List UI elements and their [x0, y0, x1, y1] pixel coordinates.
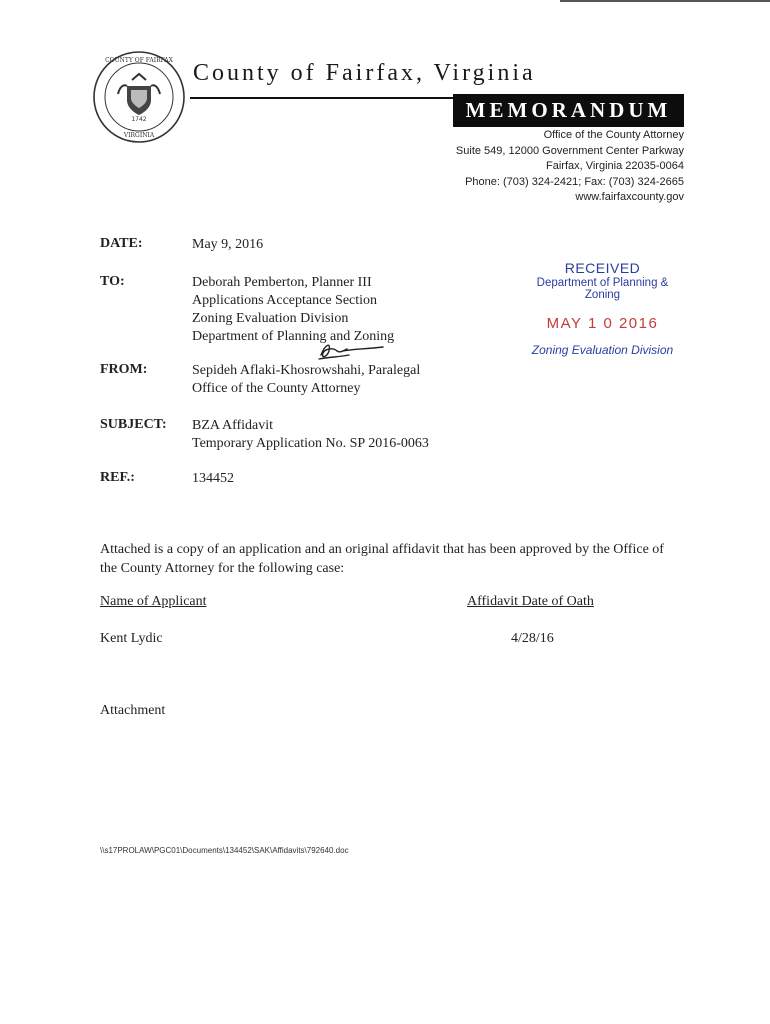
office-phone: Phone: (703) 324-2421; Fax: (703) 324-2665	[465, 175, 684, 188]
to-value	[192, 274, 394, 346]
memorandum-banner: MEMORANDUM	[453, 94, 684, 127]
county-title: County of Fairfax, Virginia	[193, 60, 536, 86]
oath-date-header: Affidavit Date of Oath	[467, 594, 594, 609]
office-website[interactable]: www.fairfaxcounty.gov	[575, 191, 684, 203]
seal-year: 1742	[131, 116, 147, 123]
seal-bottom-text: VIRGINIA	[123, 132, 155, 139]
stamp-department: Department of Planning & Zoning	[536, 277, 669, 301]
office-address-block	[456, 128, 684, 206]
office-city: Fairfax, Virginia 22035-0064	[546, 160, 684, 172]
applicant-header: Name of Applicant	[100, 594, 207, 609]
attachment-note: Attachment	[100, 703, 166, 718]
to-line: Department of Planning and Zoning	[192, 329, 395, 344]
to-line: Applications Acceptance Section	[192, 293, 378, 308]
top-edge-line	[560, 0, 770, 2]
stamp-received: RECEIVED	[564, 260, 641, 276]
applicant-name: Kent Lydic	[100, 631, 163, 646]
oath-date-value: 4/28/16	[511, 631, 554, 646]
date-label: DATE:	[100, 236, 143, 251]
subject-line: Temporary Application No. SP 2016-0063	[192, 436, 429, 451]
office-name: Office of the County Attorney	[543, 129, 684, 141]
office-suite: Suite 549, 12000 Government Center Parkway	[455, 144, 684, 157]
from-value	[192, 362, 420, 398]
to-line: Deborah Pemberton, Planner III	[192, 275, 372, 290]
document-path: \\s17PROLAW\PGC01\Documents\134452\SAK\Affidavits\792640.doc	[100, 846, 349, 855]
seal-top-text: COUNTY OF FAIRFAX	[105, 57, 173, 64]
initials-signature	[315, 337, 385, 363]
stamp-date: MAY 1 0 2016	[546, 315, 659, 332]
body-paragraph: Attached is a copy of an application and an original affidavit that has been approved by the Office of the County Attorney for the following case:	[100, 542, 664, 576]
subject-value	[192, 417, 429, 453]
received-stamp	[520, 260, 685, 357]
date-value: May 9, 2016	[192, 237, 264, 252]
subject-line: BZA Affidavit	[192, 418, 274, 433]
ref-label: REF.:	[100, 470, 135, 485]
stamp-division: Zoning Evaluation Division	[531, 343, 674, 357]
from-line: Office of the County Attorney	[192, 381, 361, 396]
to-line: Zoning Evaluation Division	[192, 311, 349, 326]
county-seal-icon	[92, 50, 186, 144]
subject-label: SUBJECT:	[100, 417, 167, 432]
to-label: TO:	[100, 274, 125, 289]
from-label: FROM:	[100, 362, 148, 377]
from-line: Sepideh Aflaki-Khosrowshahi, Paralegal	[192, 363, 421, 378]
ref-value: 134452	[192, 471, 234, 486]
